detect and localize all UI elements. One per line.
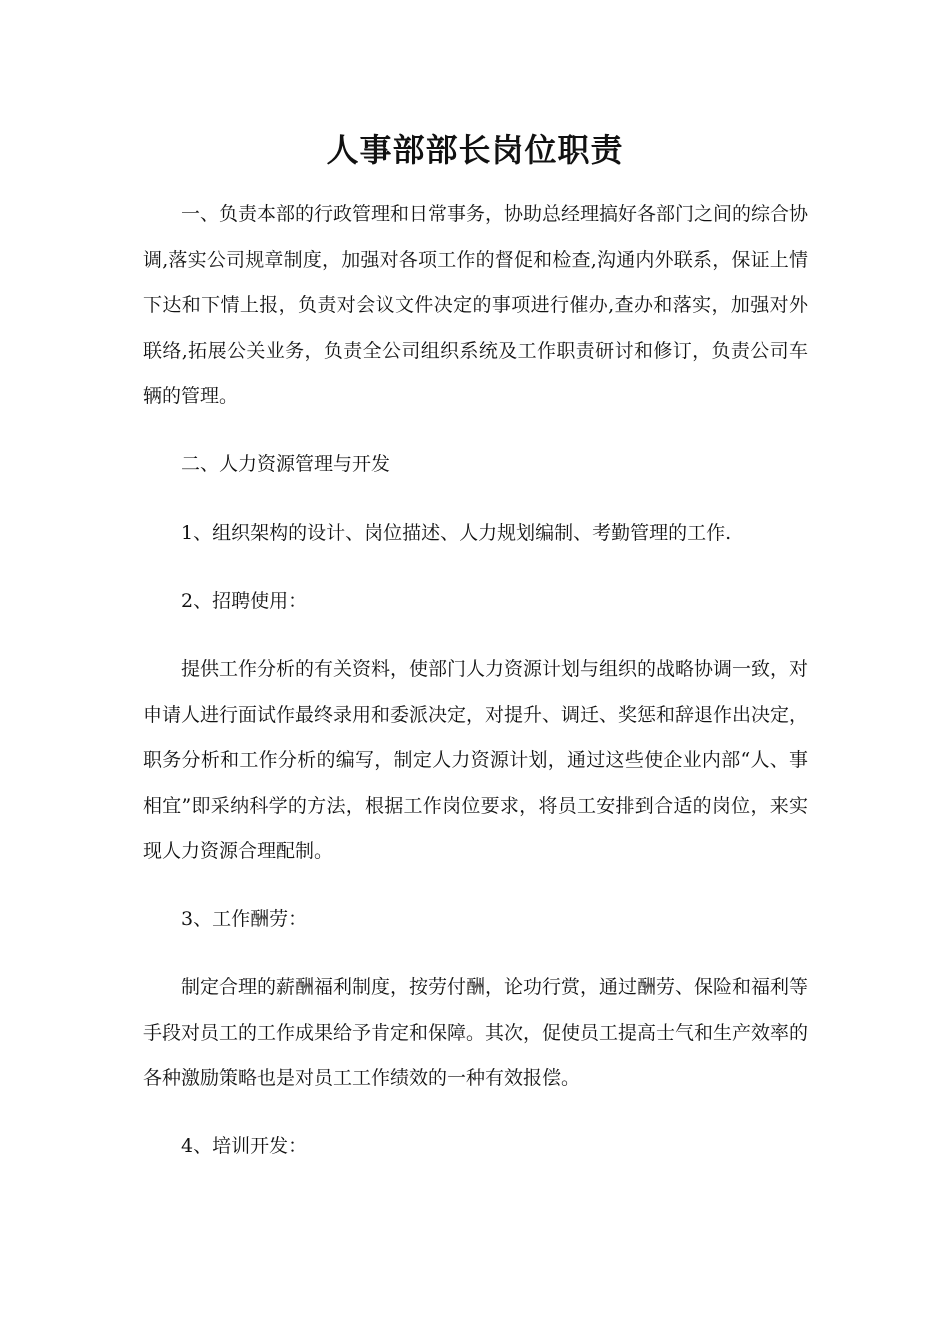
section-heading-hr: 二、人力资源管理与开发: [181, 453, 391, 475]
item-recruitment-heading: 2、招聘使用：: [181, 590, 308, 612]
document-title: 人事部部长岗位职责: [326, 131, 624, 169]
paragraph-recruitment: 提供工作分析的有关资料，使部门人力资源计划与组织的战略协调一致，对申请人进行面试作最终录用和委派决定，对提升、调迁、奖惩和辞退作出决定，职务分析和工作分析的编写，制定人力资源计划，通过这些使企业内部“人、事相宜”即采纳科学的方法，根据工作岗位要求，将员工安排到合适的岗位，来实现人力资源合理配制。: [143, 658, 809, 862]
item-training-heading: 4、培训开发：: [181, 1135, 308, 1157]
paragraph-admin-duties: 一、负责本部的行政管理和日常事务，协助总经理搞好各部门之间的综合协调,落实公司规章制度，加强对各项工作的督促和检查,沟通内外联系，保证上情下达和下情上报，负责对会议文件决定的事项进行催办,查办和落实，加强对外联络,拓展公关业务，负责全公司组织系统及工作职责研讨和修订，负责公司车辆的管理。: [143, 203, 809, 407]
paragraph-compensation: 制定合理的薪酬福利制度，按劳付酬，论功行赏，通过酬劳、保险和福利等手段对员工的工作成果给予肯定和保障。其次，促使员工提高士气和生产效率的各种激励策略也是对员工工作绩效的一种有效报偿。: [143, 976, 809, 1089]
item-compensation-heading: 3、工作酬劳：: [181, 908, 308, 930]
item-organization: 1、组织架构的设计、岗位描述、人力规划编制、考勤管理的工作.: [181, 522, 732, 544]
